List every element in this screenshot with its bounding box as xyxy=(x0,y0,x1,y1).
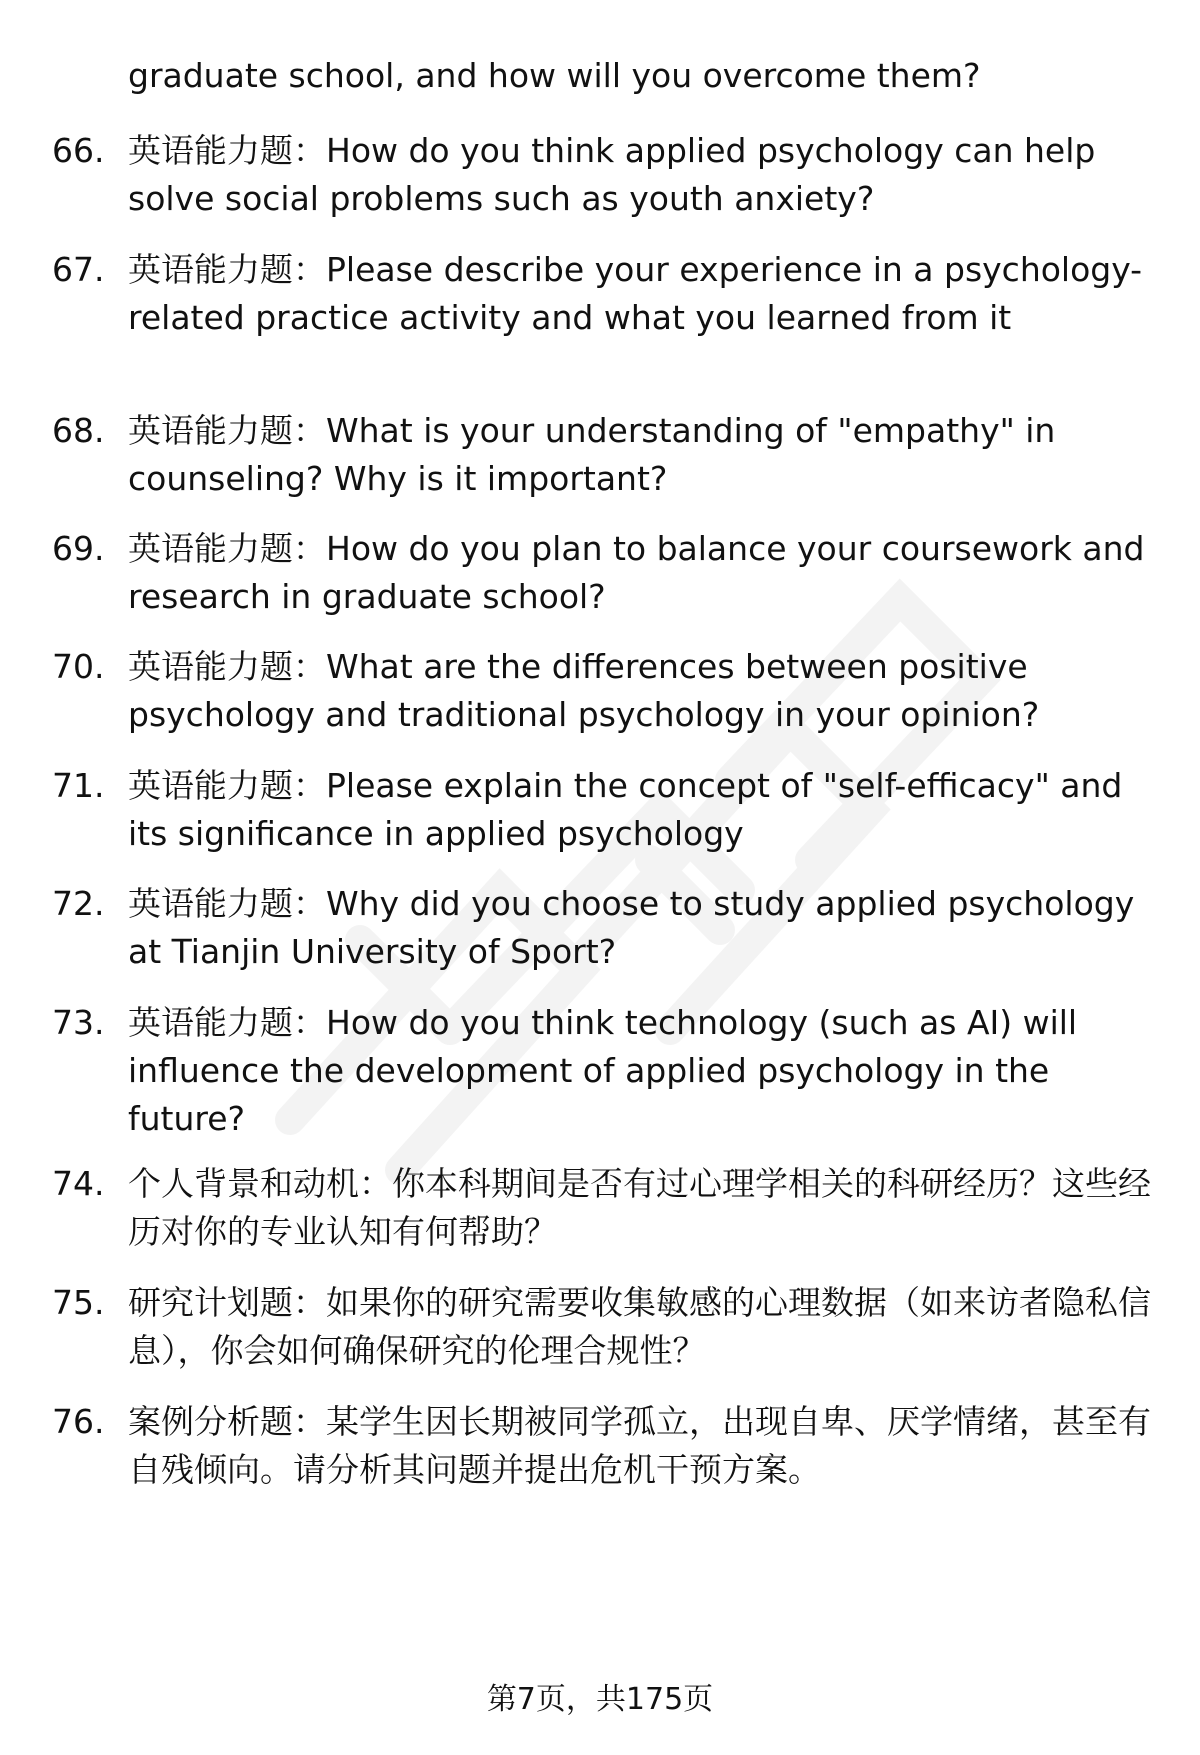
question-number: 72. xyxy=(52,884,105,923)
question-number: 69. xyxy=(52,529,105,568)
question-number: 74. xyxy=(52,1164,105,1203)
question-text: 英语能力题：How do you think applied psychology can help solve social problems such as youth anxiety? xyxy=(128,131,1096,218)
question-text: 英语能力题：Why did you choose to study applied psychology at Tianjin University of Sport? xyxy=(128,884,1135,971)
question-text: 英语能力题：How do you think technology (such as AI) will influence the development of applied psychology in the future? xyxy=(128,1003,1078,1138)
question-text: 英语能力题：Please describe your experience in a psychology-related practice activity and what you learned from it xyxy=(128,250,1143,337)
question-number: 76. xyxy=(52,1402,105,1441)
question-text: 案例分析题：某学生因长期被同学孤立，出现自卑、厌学情绪，甚至有自残倾向。请分析其问题并提出危机干预方案。 xyxy=(128,1402,1151,1489)
question-number: 75. xyxy=(52,1283,105,1322)
question-number: 71. xyxy=(52,766,105,805)
page-number: 第7页，共175页 xyxy=(486,1682,714,1717)
question-number: 67. xyxy=(52,250,105,289)
question-number: 73. xyxy=(52,1003,105,1042)
question-text: 英语能力题：Please explain the concept of "self-efficacy" and its significance in applied psychology xyxy=(128,766,1123,853)
question-text: 英语能力题：What are the differences between positive psychology and traditional psychology in your opinion? xyxy=(128,647,1040,734)
question-text: 研究计划题：如果你的研究需要收集敏感的心理数据（如来访者隐私信息），你会如何确保研究的伦理合规性？ xyxy=(128,1283,1151,1370)
question-number: 68. xyxy=(52,411,105,450)
question-number: 70. xyxy=(52,647,105,686)
question-number: 66. xyxy=(52,131,105,170)
continued-question-text: graduate school, and how will you overcome them? xyxy=(128,56,981,95)
question-text: 英语能力题：What is your understanding of "empathy" in counseling? Why is it important? xyxy=(128,411,1056,498)
question-text: 个人背景和动机：你本科期间是否有过心理学相关的科研经历？这些经历对你的专业认知有何帮助？ xyxy=(128,1164,1151,1251)
question-text: 英语能力题：How do you plan to balance your coursework and research in graduate school? xyxy=(128,529,1145,616)
